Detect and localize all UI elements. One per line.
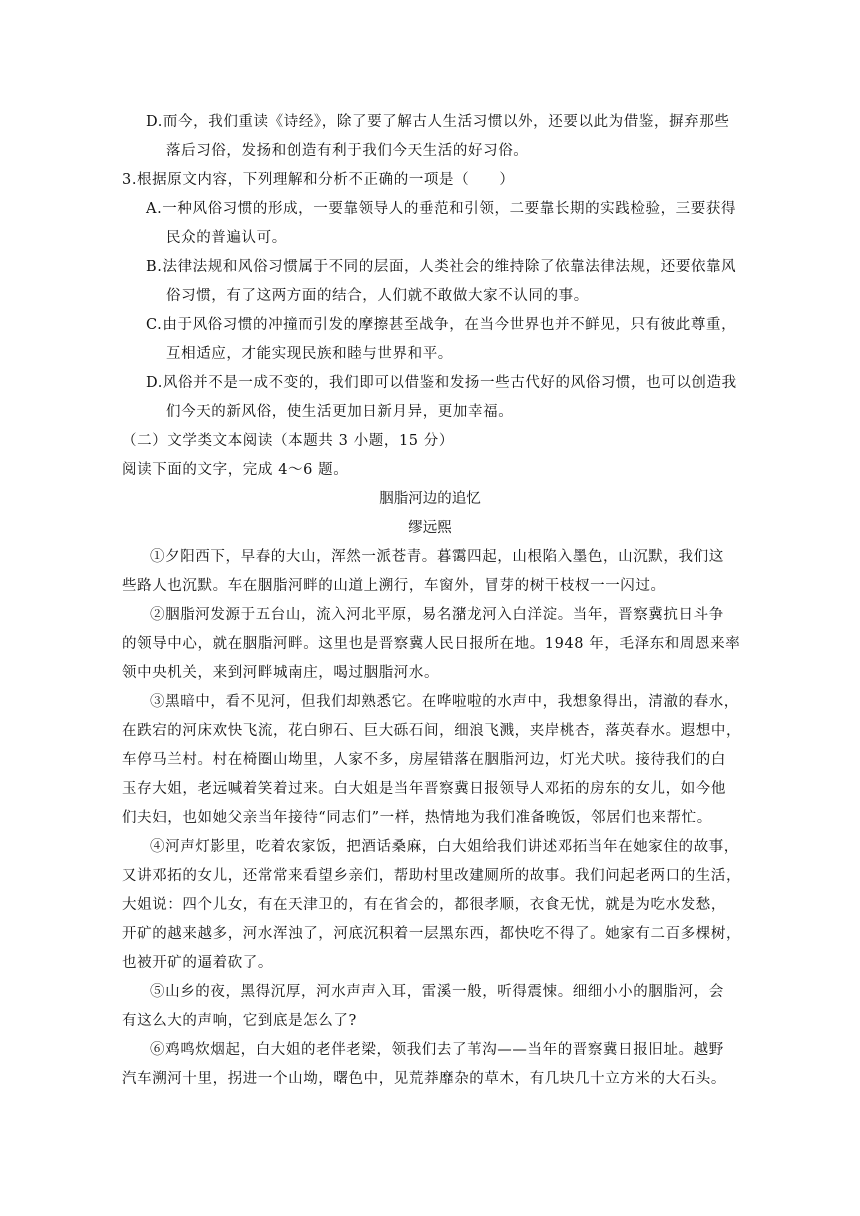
paragraph-5-line1: ⑤山乡的夜，黑得沉厚，河水声声入耳，雷溪一般，听得震悚。细细小小的胭脂河，会 (150, 984, 724, 1000)
paragraph-3-line3: 车停马兰村。村在椅圈山坳里，人家不多，房屋错落在胭脂河边，灯光犬吠。接待我们的白 (122, 752, 726, 768)
section-instruction: 阅读下面的文字，完成 4～6 题。 (122, 462, 349, 478)
paragraph-4-line3: 大姐说：四个儿女，有在天津卫的，有在省会的，都很孝顺，衣食无忧，就是为吃水发愁， (122, 897, 726, 913)
paragraph-3-line2: 在跌宕的河床欢快飞流，花白卵石、巨大砾石间，细浪飞溅，夹岸桃杏，落英春水。遐想中， (122, 723, 742, 739)
q3-option-a-line2: 民众的普遍认可。 (166, 230, 287, 246)
article-title: 胭脂河边的追忆 (379, 491, 481, 507)
paragraph-6-line1: ⑥鸡鸣炊烟起，白大姐的老伴老梁，领我们去了苇沟——当年的晋察冀日报旧址。越野 (150, 1042, 724, 1058)
paragraph-3-line5: 们夫妇，也如她父亲当年接待“同志们”一样，热情地为我们准备晚饭，邻居们也来帮忙。 (122, 810, 712, 826)
q3-stem: 3.根据原文内容，下列理解和分析不正确的一项是（ ） (122, 172, 515, 188)
paragraph-5-line2: 有这么大的声响，它到底是怎么了? (122, 1013, 357, 1029)
q3-option-a-line1: A.一种风俗习惯的形成，一要靠领导人的垂范和引领，二要靠长期的实践检验，三要获得 (146, 201, 737, 217)
paragraph-2-line3: 领中央机关，来到河畔城南庄，喝过胭脂河水。 (122, 665, 440, 681)
paragraph-1-line2: 些路人也沉默。车在胭脂河畔的山道上溯行，车窗外，冒芽的树干枝杈一一闪过。 (122, 578, 666, 594)
paragraph-2-line2: 的领导中心，就在胭脂河畔。这里也是晋察冀人民日报所在地。1948 年，毛泽东和周恩来率 (122, 636, 741, 652)
section-heading: （二）文学类文本阅读（本题共 3 小题，15 分） (122, 433, 455, 449)
paragraph-4-line4: 开矿的越来越多，河水浑浊了，河底沉积着一层黑东西，都快吃不得了。她家有二百多棵树， (122, 926, 742, 942)
paragraph-4-line1: ④河声灯影里，吃着农家饭，把酒话桑麻，白大姐给我们讲述邓拓当年在她家住的故事， (150, 839, 739, 855)
q3-option-c-line1: C.由于风俗习惯的冲撞而引发的摩擦甚至战争，在当今世界也并不鲜见，只有彼此尊重， (146, 317, 737, 333)
paragraph-3-line4: 玉存大姐，老远喊着笑着过来。白大姐是当年晋察冀日报领导人邓拓的房东的女儿，如今他 (122, 781, 726, 797)
q2-option-d-line2: 落后习俗，发扬和创造有利于我们今天生活的好习俗。 (166, 143, 529, 159)
q3-option-d-line1: D.风俗并不是一成不变的，我们即可以借鉴和发扬一些古代好的风俗习惯，也可以创造我 (146, 375, 737, 391)
paragraph-4-line2: 又讲邓拓的女儿，还常常来看望乡亲们，帮助村里改建厕所的故事。我们问起老两口的生活， (122, 868, 742, 884)
q3-option-b-line1: B.法律法规和风俗习惯属于不同的层面，人类社会的维持除了依靠法律法规，还要依靠风 (146, 259, 737, 275)
q3-option-c-line2: 互相适应，才能实现民族和睦与世界和平。 (166, 346, 453, 362)
paragraph-3-line1: ③黑暗中，看不见河，但我们却熟悉它。在哗啦啦的水声中，我想象得出，清澈的春水， (150, 694, 739, 710)
q3-option-d-line2: 们今天的新风俗，使生活更加日新月异，更加幸福。 (166, 404, 514, 420)
paragraph-2-line1: ②胭脂河发源于五台山，流入河北平原，易名潴龙河入白洋淀。当年，晋察冀抗日斗争 (150, 607, 724, 623)
paragraph-1-line1: ①夕阳西下，早春的大山，浑然一派苍青。暮霭四起，山根陷入墨色，山沉默，我们这 (150, 549, 724, 565)
paragraph-4-line5: 也被开矿的逼着砍了。 (122, 955, 273, 971)
paragraph-6-line2: 汽车溯河十里，拐进一个山坳，曙色中，见荒莽靡杂的草木，有几块几十立方米的大石头。 (122, 1071, 726, 1087)
article-author: 缪远熙 (408, 520, 452, 536)
q3-option-b-line2: 俗习惯，有了这两方面的结合，人们就不敢做大家不认同的事。 (166, 288, 589, 304)
q2-option-d-line1: D.而今，我们重读《诗经》，除了要了解古人生活习惯以外，还要以此为借鉴，摒弃那些 (146, 114, 730, 130)
